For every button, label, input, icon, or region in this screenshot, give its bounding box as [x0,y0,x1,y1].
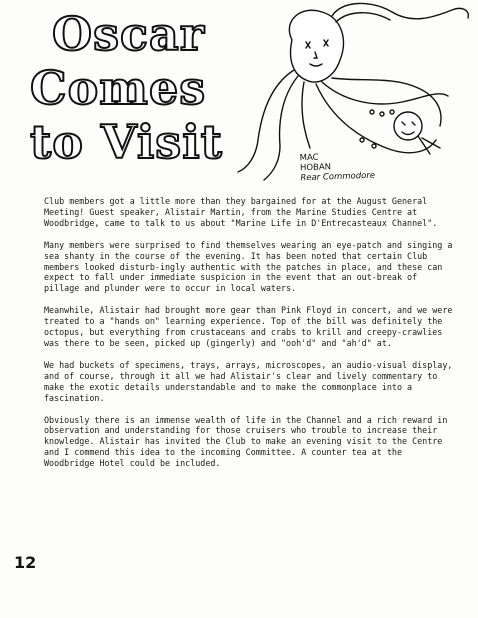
paragraph: Meanwhile, Alistair had brought more gear than Pink Floyd in concert, and we were treated to a "hands on" learning experience. Top of the bill was definitely the octopus, but everything from crustaceans and crabs to krill and creepy-crawlies was there to be seen, picked up (gingerly) and "ooh'd" and "ah'd" at. [44,305,453,348]
paragraph: Many members were surprised to find themselves wearing an eye-patch and singing a sea shanty in the course of the evening. It has been noted that certain Club members looked disturb-ingly authentic with the patches in place, and these can expect to fall under immediate suspicion in the event that an out-break of pillage and plunder were to occur in local waters. [44,239,453,294]
caption-line-3: Rear Commodore [300,170,376,184]
paragraph: We had buckets of specimens, trays, arrays, microscopes, an audio-visual display, and of course, through it all we had Alistair's clear and lively commentary to make the exotic details understandable and to make the commonplace into a fascination. [44,359,453,403]
caption-line-2: HOBAN [299,162,332,174]
page-number: 12 [14,553,37,572]
paragraph: Obviously there is an immense wealth of life in the Channel and a rich reward in observation and understanding for those cruisers who trouble to increase their knowledge. Alistair has invited the Club to make an evening visit to the Centre and I commend this idea to the incoming Committee. A counter tea at the Woodbridge Hotel could be included. [44,414,448,469]
article-body [44,196,456,480]
title-line-1: Oscar [52,7,206,61]
caption-line-1: MAC [299,152,319,164]
paragraph: Club members got a little more than they bargained for at the August General Meeting! Guest speaker, Alistair Martin, from the Marine Studies Centre at Woodbridge, came to talk to us about "Marine Life in D'Entrecasteaux Channel". [44,196,438,228]
title-line-3: to Visit [30,115,223,169]
author-caption [299,151,375,184]
title-line-2: Comes [30,61,207,115]
